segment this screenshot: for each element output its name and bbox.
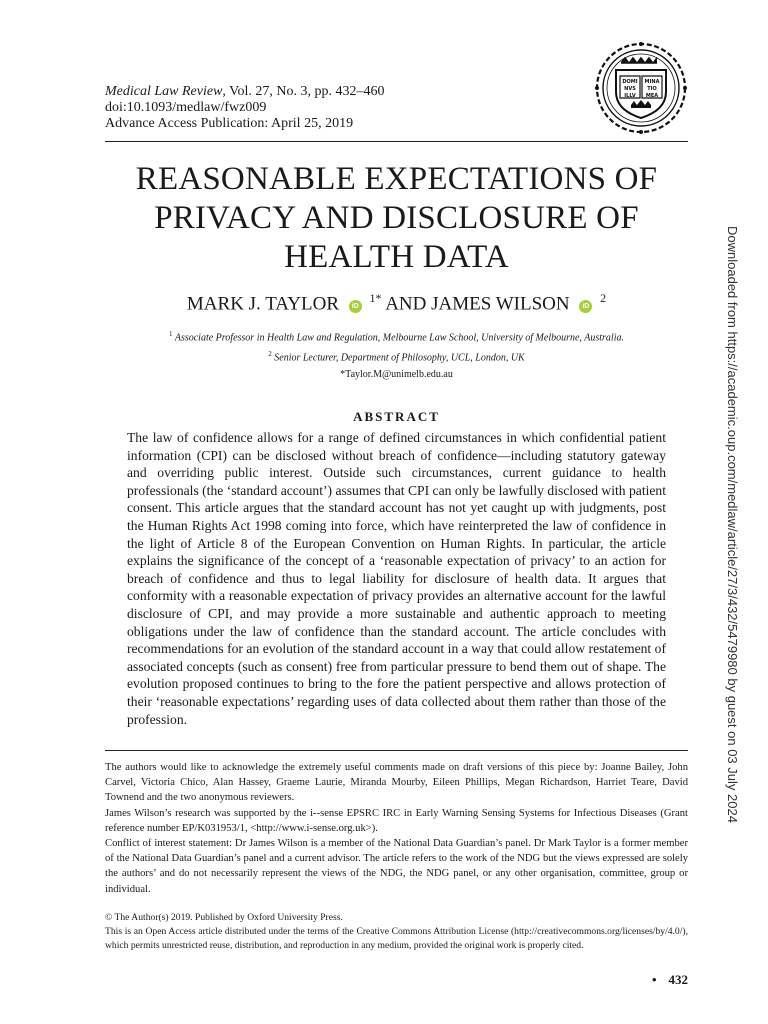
license-block (105, 911, 688, 953)
crest-text-3: ILLV (624, 93, 636, 99)
affiliation-1 (105, 326, 688, 346)
abstract-body: The law of confidence allows for a range of defined circumstances in which confidential patient information (CPI) can be disclosed without breach of confidence—including statutory gateway and overriding public interest. Outside such circumstances, current guidance to health professionals (the ‘standard account’) assumes that CPI can only be lawfully disclosed with patient consent. This article argues that the standard account has not yet caught up with judgments, post the Human Rights Act 1998 coming into force, which have reinterpreted the law of confidence in the light of Article 8 of the European Convention on Human Rights. In particular, the article explains the significance of the concept of a ‘reasonable expectation of privacy’ to an action for breach of confidence and thus to legal liability for disclosure of health data. It argues that conformity with a reasonable expectation of privacy provides an alternative account for the lawful disclosure of CPI, and may provide a more sustainable and authentic approach to meeting obligations under the law of confidence than the standard account. The article concludes with recommendations for an evolution of the standard account in a way that could allow restatement of associated concepts (such as consent) free from particular pressure to bend them out of shape. The evolution proposed continues to bring to the fore the patient perspective and allows protection of their ‘reasonable expectations’ regarding uses of data collected about them rather than those of the profession. (127, 430, 666, 727)
page-number: 432 (668, 972, 688, 987)
crest-text-4: MINA (644, 79, 660, 85)
citation-block (105, 84, 384, 132)
license-text: This is an Open Access article distributed under the terms of the Creative Commons Attribution License (http://creativecommons.org/licenses/by/4.0/), which permits unrestricted reuse, distribution, and reproduction in any medium, provided the original work is properly cited. (105, 926, 688, 951)
affiliation-2-text: Senior Lecturer, Department of Philosophy, UCL, London, UK (274, 352, 525, 364)
author-wilson-marker: 2 (600, 291, 607, 305)
download-watermark: Downloaded from https://academic.oup.com/medlaw/article/27/3/432/5479980 by guest on 03 July 2024 (725, 226, 740, 823)
crest-text-5: TIO (647, 86, 657, 92)
title-line-3: HEALTH DATA (284, 239, 509, 275)
affiliation-2 (105, 346, 688, 366)
conflict-note: Conflict of interest statement: Dr James Wilson is a member of the National Data Guardian’s panel. Dr Mark Taylor is a former member of the National Data Guardian’s panel and a current advisor. The article refers to the work of the NDG but the views expressed are solely the authors’ and do not necessarily represent the views of the NDG, the NDG panel, or any other organisation, committee, group or individual. (105, 838, 688, 895)
affiliation-1-text: Associate Professor in Health Law and Regulation, Melbourne Law School, University of Melbourne, Australia. (174, 332, 624, 344)
footnotes (105, 760, 688, 897)
author-taylor: MARK J. TAYLOR (186, 293, 339, 315)
affiliation-1-num: 1 (169, 330, 173, 338)
access-date: Advance Access Publication: April 25, 2019 (105, 116, 354, 131)
crest-text-1: DOMI (622, 79, 638, 85)
author-joiner: AND (385, 293, 427, 315)
crest-text-2: NVS (624, 86, 636, 92)
journal-details: , Vol. 27, No. 3, pp. 432–460 (222, 84, 385, 99)
corresponding-email[interactable]: *Taylor.M@unimelb.edu.au (340, 368, 453, 380)
page-number-block (640, 972, 688, 988)
crest-text-6: MEA (645, 93, 659, 99)
header-rule (105, 141, 688, 142)
affiliations (105, 326, 688, 383)
oxford-university-crest-icon (593, 40, 689, 136)
orcid-icon[interactable]: iD (579, 300, 592, 313)
author-taylor-marker: 1* (369, 291, 382, 305)
bullet-icon: • (651, 972, 657, 987)
doi: doi:10.1093/medlaw/fwz009 (105, 100, 267, 115)
journal-name: Medical Law Review (105, 84, 223, 99)
funding-note: James Wilson’s research was supported by the i--sense EPSRC IRC in Early Warning Sensing Systems for Infectious Diseases (Grant reference number EP/K031953/1, <http://www.i-sense.org.uk>). (105, 807, 688, 834)
abstract-heading: ABSTRACT (353, 409, 440, 424)
acknowledgement-note: The authors would like to acknowledge the extremely useful comments made on draft versions of this piece by: Joanne Bailey, John Carvel, Victoria Chico, Alan Hassey, Graeme Laurie, Miranda Mourby, Eileen Phillips, Megan Richardson, Harriet Teare, David Townend and the two anonymous reviewers. (105, 762, 688, 804)
affiliation-2-num: 2 (268, 350, 272, 359)
author-wilson: JAMES WILSON (431, 293, 570, 315)
orcid-icon[interactable]: iD (349, 300, 362, 313)
title-line-2: PRIVACY AND DISCLOSURE OF (154, 200, 639, 236)
copyright-line: © The Author(s) 2019. Published by Oxford University Press. (105, 912, 343, 923)
journal-line (105, 84, 384, 100)
footnote-rule (105, 750, 688, 751)
title-line-1: REASONABLE EXPECTATIONS OF (135, 161, 658, 197)
author-line (105, 286, 688, 316)
article-title (105, 160, 688, 277)
